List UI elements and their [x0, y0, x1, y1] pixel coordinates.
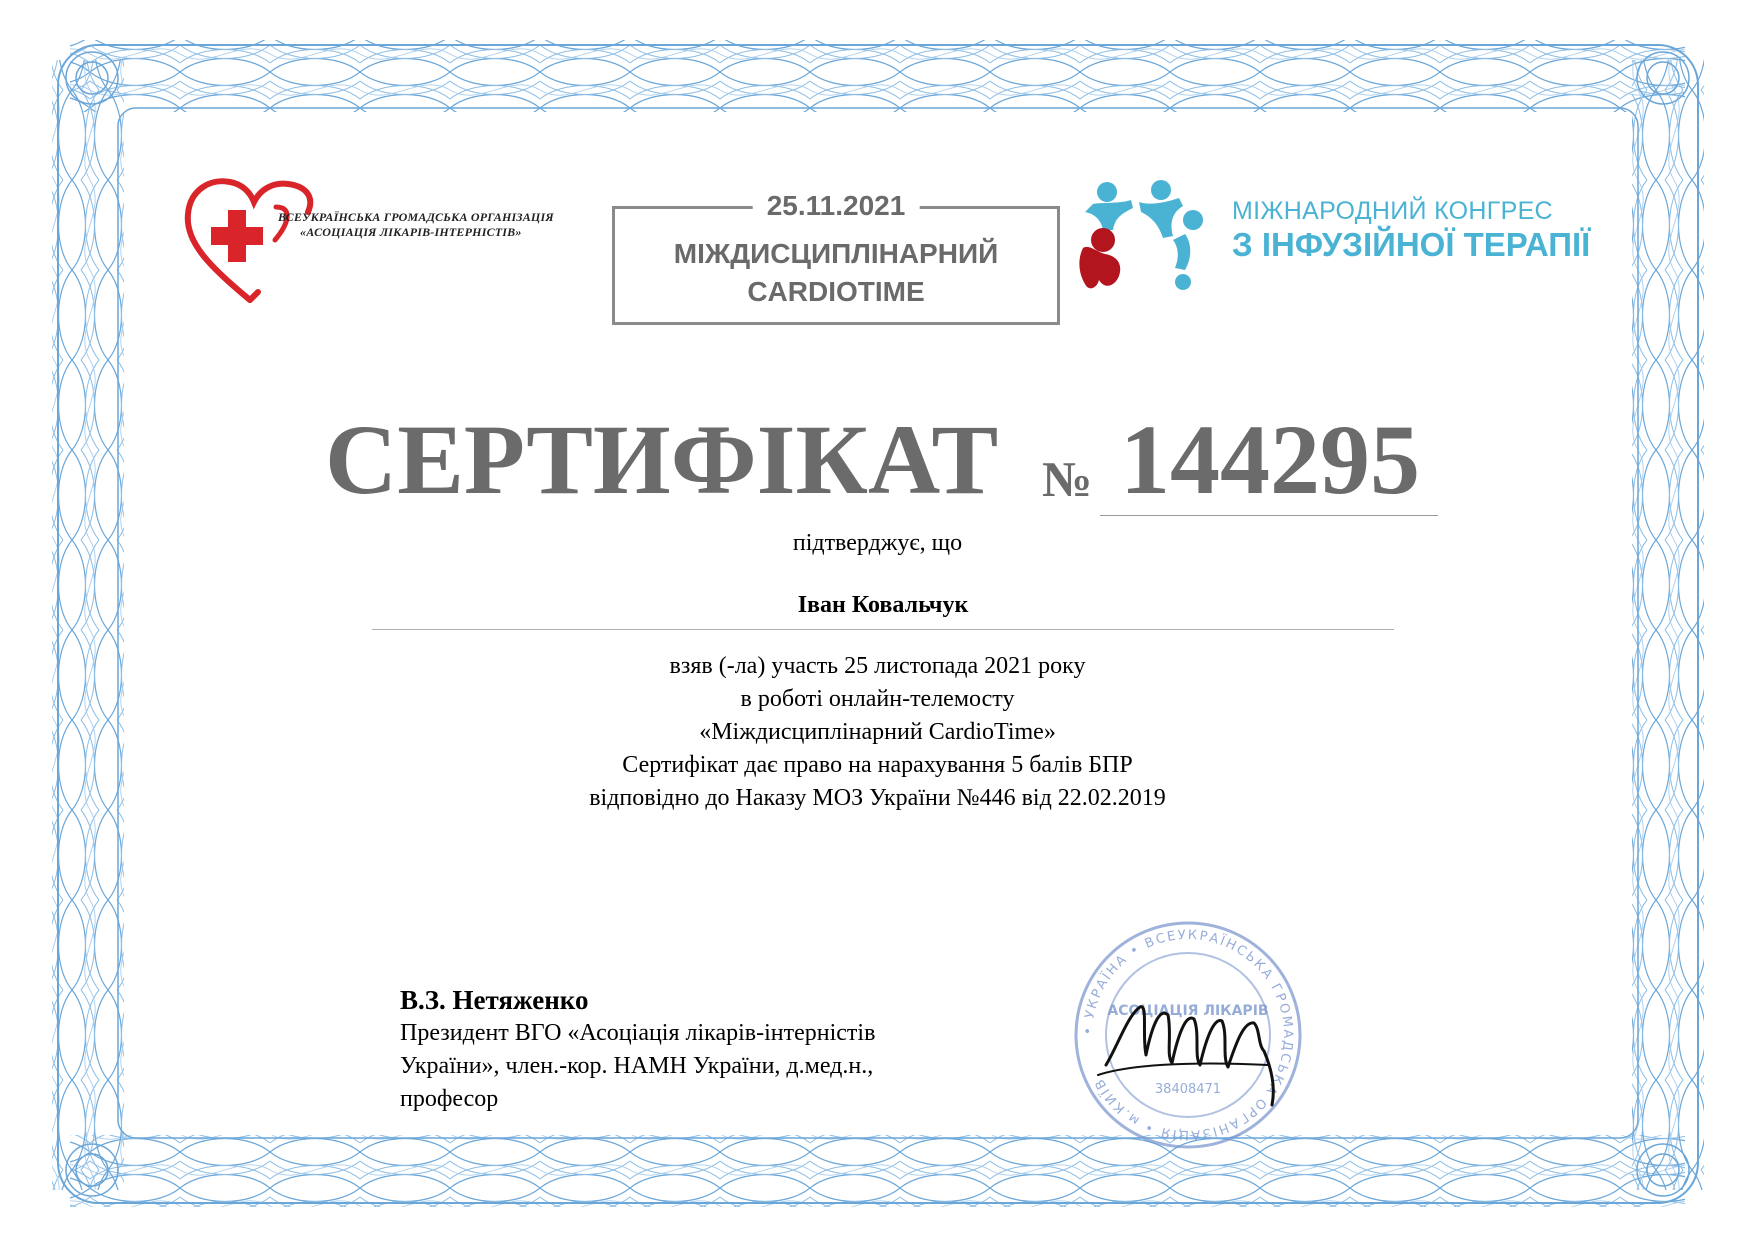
certificate-number: 144295 — [1100, 405, 1438, 516]
certificate-body — [0, 650, 1755, 815]
congress-line2: З ІНФУЗІЙНОЇ ТЕРАПІЇ — [1232, 226, 1591, 263]
congress-line1: МІЖНАРОДНИЙ КОНГРЕС — [1232, 197, 1553, 225]
association-line2: «АСОЦІАЦІЯ ЛІКАРІВ-ІНТЕРНІСТІВ» — [300, 225, 522, 239]
congress-name — [1232, 196, 1590, 264]
confirms-text: підтверджує, що — [792, 530, 963, 556]
signatory-name: В.З. Нетяженко — [400, 985, 589, 1015]
event-box — [612, 190, 1060, 325]
round-seal-with-signature-icon — [1068, 915, 1308, 1155]
association-line1: ВСЕУКРАЇНСЬКА ГРОМАДСЬКА ОРГАНІЗАЦІЯ — [278, 210, 554, 224]
heart-red-cross-logo-icon — [180, 172, 580, 312]
event-title-line2: CARDIOTIME — [747, 276, 925, 307]
svg-text:• УКРАЇНА • ВСЕУКРАЇНСЬКА ГРОМ: • УКРАЇНА • ВСЕУКРАЇНСЬКА ГРОМАДСЬКА ОРГАНІЗАЦІЯ • м.КИЇВ — [1080, 927, 1296, 1143]
association-name — [278, 210, 588, 240]
body-line: відповідно до Наказу МОЗ України №446 від 22.02.2019 — [589, 785, 1166, 811]
signatory-role-line: Президент ВГО «Асоціація лікарів-інтерністів — [400, 1020, 876, 1046]
signatory-role-line: професор — [400, 1086, 499, 1112]
body-line: в роботі онлайн-телемосту — [740, 686, 1015, 712]
event-title-line1: МІЖДИСЦИПЛІНАРНИЙ — [673, 238, 999, 269]
event-date: 25.11.2021 — [753, 190, 920, 222]
certificate-title: СЕРТИФІКАТ — [325, 404, 999, 515]
people-circle-logo-icon — [1075, 178, 1215, 298]
event-title — [615, 235, 1057, 311]
body-line: взяв (-ла) участь 25 листопада 2021 року — [669, 653, 1086, 679]
svg-text:38408471: 38408471 — [1154, 1082, 1222, 1097]
signatory-role — [400, 1017, 875, 1116]
certificate-number-sign: № — [1042, 451, 1093, 507]
body-line: Сертифікат дає право на нарахування 5 балів БПР — [622, 752, 1133, 778]
svg-text:АСОЦІАЦІЯ ЛІКАРІВ: АСОЦІАЦІЯ ЛІКАРІВ — [1107, 1003, 1269, 1019]
signatory-role-line: України», член.-кор. НАМН України, д.мед.н., — [400, 1053, 874, 1079]
body-line: «Міждисциплінарний CardioTime» — [699, 719, 1056, 745]
recipient-name: Іван Ковальчук — [372, 592, 1394, 630]
